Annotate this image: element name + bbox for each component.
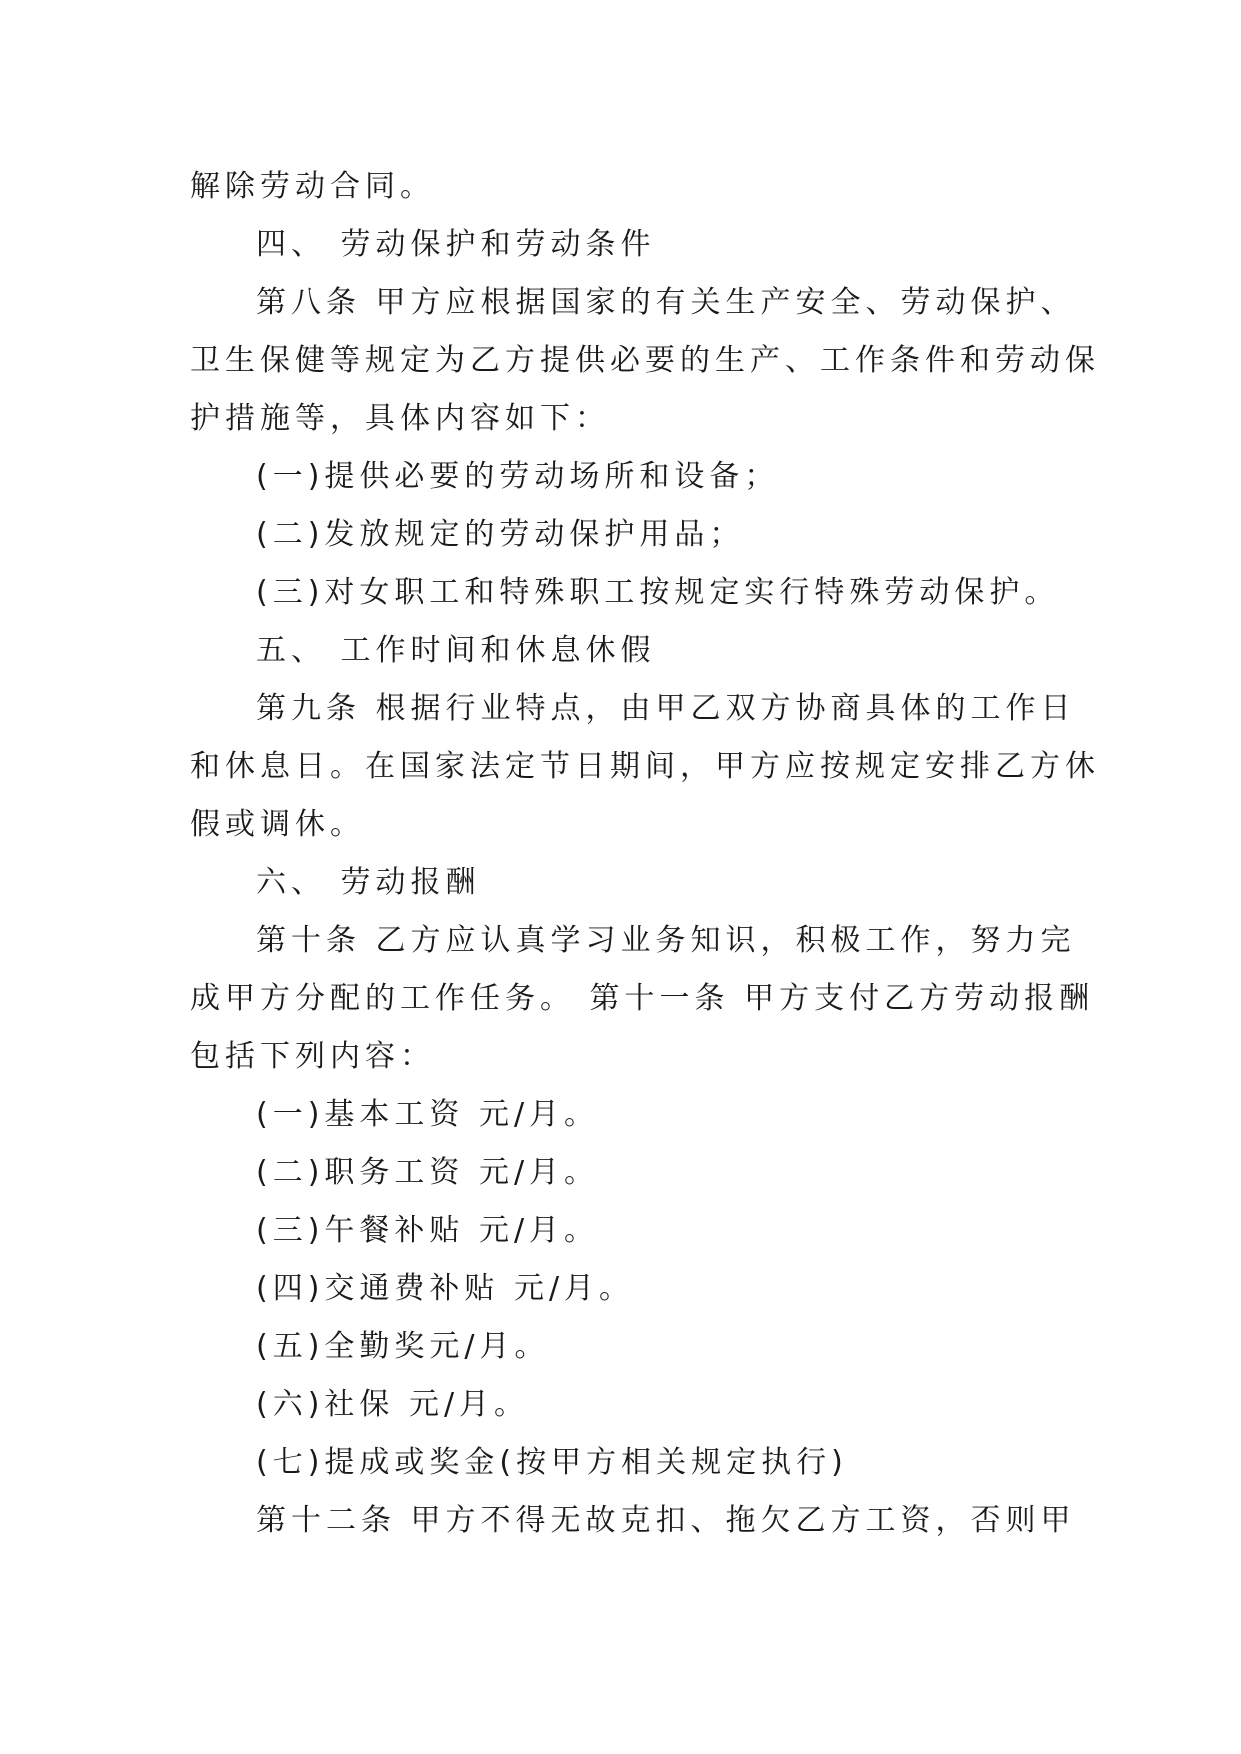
text-line: 解除劳动合同。	[190, 169, 435, 204]
article-10-line-2: 成甲方分配的工作任务。 第十一条 甲方支付乙方劳动报酬	[190, 981, 1095, 1016]
list-item: (一)基本工资 元/月。	[256, 1097, 600, 1132]
article-9-line-2: 和休息日。在国家法定节日期间，甲方应按规定安排乙方休	[190, 749, 1100, 784]
section-heading-4: 四、 劳动保护和劳动条件	[256, 227, 656, 262]
section-heading-5: 五、 工作时间和休息休假	[256, 633, 656, 668]
document-body	[190, 158, 1100, 1550]
article-8-line-1: 第八条 甲方应根据国家的有关生产安全、劳动保护、	[256, 285, 1076, 320]
article-8-line-2: 卫生保健等规定为乙方提供必要的生产、工作条件和劳动保	[190, 343, 1100, 378]
list-item: (七)提成或奖金(按甲方相关规定执行)	[256, 1445, 848, 1480]
list-item: (六)社保 元/月。	[256, 1387, 530, 1422]
list-item: (三)午餐补贴 元/月。	[256, 1213, 600, 1248]
list-item: (三)对女职工和特殊职工按规定实行特殊劳动保护。	[256, 575, 1060, 610]
article-9-line-1: 第九条 根据行业特点，由甲乙双方协商具体的工作日	[256, 691, 1076, 726]
list-item: (五)全勤奖元/月。	[256, 1329, 550, 1364]
article-8-line-3: 护措施等，具体内容如下：	[190, 401, 610, 436]
article-10-line-1: 第十条 乙方应认真学习业务知识，积极工作，努力完	[256, 923, 1076, 958]
article-12-line-1: 第十二条 甲方不得无故克扣、拖欠乙方工资，否则甲	[256, 1503, 1076, 1538]
list-item: (二)职务工资 元/月。	[256, 1155, 600, 1190]
list-item: (一)提供必要的劳动场所和设备；	[256, 459, 780, 494]
list-item: (四)交通费补贴 元/月。	[256, 1271, 635, 1306]
section-heading-6: 六、 劳动报酬	[256, 865, 481, 900]
article-11-line: 包括下列内容：	[190, 1039, 435, 1074]
article-9-line-3: 假或调休。	[190, 807, 365, 842]
list-item: (二)发放规定的劳动保护用品；	[256, 517, 745, 552]
